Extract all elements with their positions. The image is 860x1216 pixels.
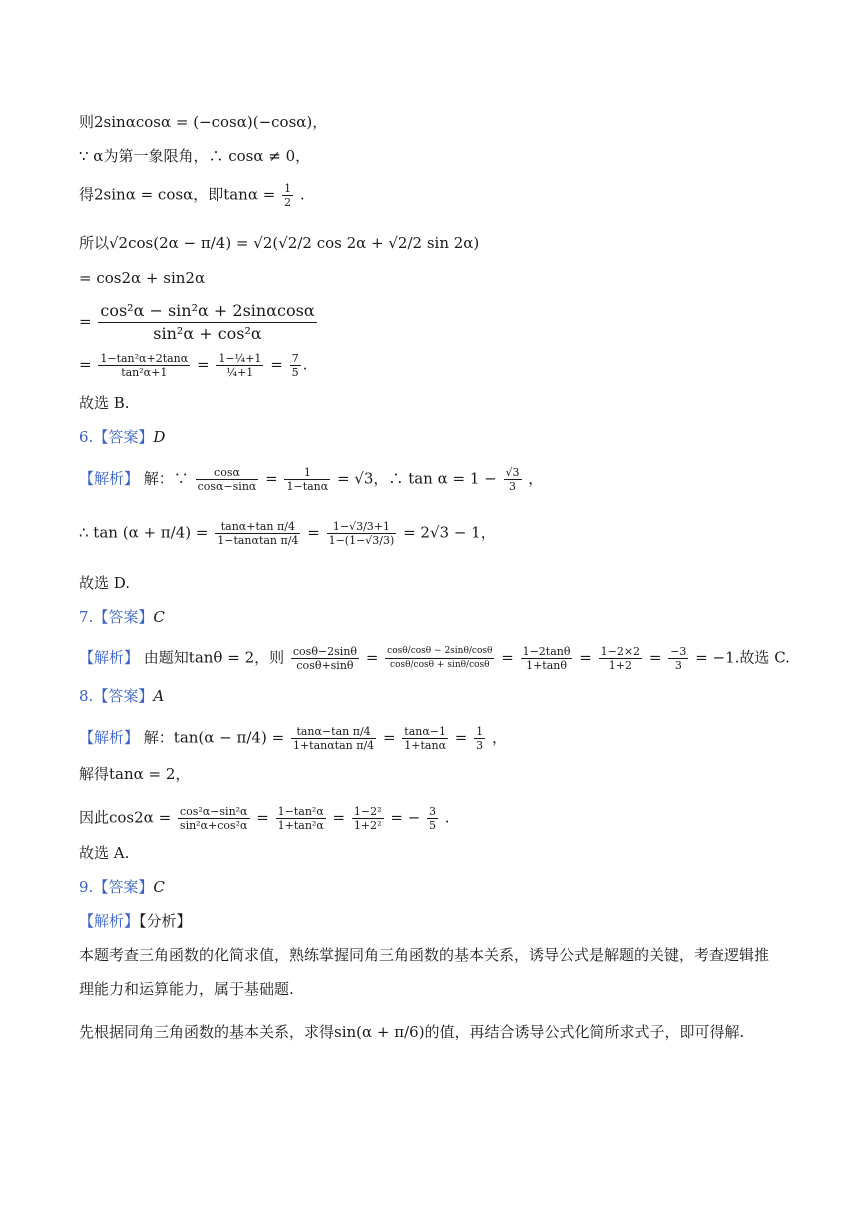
answer-heading-7: 7.【答案】C [79, 608, 165, 626]
solution-line: 故选 A. [79, 844, 130, 862]
solution-line: 【解析】 解：∵ $\frac{\cos\alpha}{\cos\alpha-\sin\alpha}$ = $\frac{1}{1-\tan\alpha}$ = √3，∴ tan α = 1 − $\frac{√3}{3}$ ， [79, 466, 544, 493]
fraction: $\frac{\text{1−tan²α}}{\text{1+tan²α}}$ [277, 805, 324, 832]
fraction: $\frac{\text{1−2²}}{\text{1+2²}}$ [353, 805, 382, 832]
fraction: $\frac{\text{1−tan²α+2tanα}}{\text{tan²α+1}}$ [100, 352, 189, 379]
fraction: $\frac{√3}{3}$ [505, 466, 520, 493]
solution-line: = $\frac{\text{1−tan²α+2tanα}}{\text{tan²α+1}}$ = $\frac{\text{1−¼+1}}{\text{¼+1}}$ = $\frac{7}{5}$ . [79, 352, 308, 379]
solution-line: 所以√2cos(2α − π/4) = √2(√2/2 cos 2α + √2/2 sin 2α) [79, 234, 480, 252]
paragraph: 先根据同角三角函数的基本关系，求得sin(α + π/6)的值，再结合诱导公式化简所求式子，即可得解. [79, 1023, 745, 1041]
analysis-tag: 【解析】 [79, 728, 140, 747]
fraction: $\frac{-3}{3}$ [670, 645, 687, 672]
fraction: $\frac{\cos\theta-2\sin\theta}{\cos\theta+\sin\theta}$ [292, 645, 358, 672]
fraction: $\frac{\cos\alpha}{\cos\alpha-\sin\alpha}$ [197, 466, 257, 493]
solution-line: ∴ tan (α + π/4) = $\frac{\text{tanα+tan π/4}}{\text{1−tanαtan π/4}}$ = $\frac{1-√3/3+1}{1-(1-√3/3)}$ = 2√3 − 1， [79, 520, 496, 547]
solution-line: 故选 B. [79, 394, 130, 412]
solution-line: ∵ α为第一象限角，∴ cosα ≠ 0， [79, 147, 311, 165]
fraction: $\frac{1-2\times 2}{1+2}$ [600, 645, 641, 672]
fraction: $\frac{3}{5}$ [429, 805, 436, 832]
fraction: $\frac{1}{1-\tan\alpha}$ [286, 466, 329, 493]
fraction: $\frac{7}{5}$ [291, 352, 299, 379]
answer-heading-9: 9.【答案】C [79, 878, 165, 896]
analysis-tag: 【解析】 [79, 469, 140, 488]
fraction: $\frac{1-2\tan\theta}{1+\tan\theta}$ [522, 645, 571, 672]
text: 得2sinα = cosα，即tanα = [79, 185, 276, 204]
solution-line: = cos2α + sin2α [79, 269, 206, 287]
fraction: $\frac{\tan\alpha-1}{1+\tan\alpha}$ [404, 725, 447, 752]
solution-line [79, 182, 305, 209]
answer-heading-8: 8.【答案】A [79, 687, 165, 705]
solution-line [79, 911, 192, 931]
fraction: $\frac{1}{2}$ [284, 182, 292, 209]
solution-line: 故选 D. [79, 574, 131, 592]
solution-line: = $\frac{\text{cos²α − sin²α + 2sinαcosα}}{\text{sin²α + cos²α}}$ [79, 301, 315, 343]
answer-heading-6: 6.【答案】D [79, 428, 166, 446]
solution-line: 解得tanα = 2， [79, 765, 191, 783]
fraction: $\frac{\text{tanα−tan π/4}}{\text{1+tanαtan π/4}}$ [292, 725, 375, 752]
solution-line: 【解析】 解：tan(α − π/4) = $\frac{\text{tanα−tan π/4}}{\text{1+tanαtan π/4}}$ = $\frac{\tan\alpha-1}{1+\tan\alpha}$ = $\frac{1}{3}$ ， [79, 725, 507, 752]
solution-line: 则2sinαcosα = (−cosα)(−cosα)， [79, 113, 328, 131]
fraction: $\frac{1-√3/3+1}{1-(1-√3/3)}$ [328, 520, 395, 547]
fraction: $\frac{\cos\theta/\cos\theta - 2\sin\theta/\cos\theta}{\cos\theta/\cos\theta + \sin\theta/\cos\theta}$ [387, 646, 493, 670]
analysis-subtag: 【分析】 [139, 912, 192, 930]
analysis-tag: 【解析】 [79, 648, 140, 667]
paragraph: 本题考查三角函数的化简求值，熟练掌握同角三角函数的基本关系，诱导公式是解题的关键，考查逻辑推理能力和运算能力，属于基础题. [79, 946, 770, 998]
fraction: $\frac{\text{tanα+tan π/4}}{\text{1−tanαtan π/4}}$ [217, 520, 299, 547]
fraction: $\frac{\text{cos²α − sin²α + 2sinαcosα}}{\text{sin²α + cos²α}}$ [100, 301, 315, 343]
solution-line: 因此cos2α = $\frac{\text{cos²α−sin²α}}{\text{sin²α+cos²α}}$ = $\frac{\text{1−tan²α}}{\text{1+tan²α}}$ = $\frac{\text{1−2²}}{\text{1+2²}}$ = − $\frac{3}{5}$ . [79, 805, 450, 832]
analysis-tag: 【解析】 [79, 912, 140, 930]
text: . [299, 185, 305, 204]
fraction: $\frac{\text{1−¼+1}}{\text{¼+1}}$ [218, 352, 262, 379]
fraction: $\frac{\text{cos²α−sin²α}}{\text{sin²α+cos²α}}$ [179, 805, 248, 832]
fraction: $\frac{1}{3}$ [476, 725, 484, 752]
solution-line: 【解析】 由题知tanθ = 2，则 $\frac{\cos\theta-2\sin\theta}{\cos\theta+\sin\theta}$ = $\frac{\cos\theta/\cos\theta - 2\sin\theta/\cos\theta}{\cos\theta/\cos\theta + \sin\theta/\cos\theta}$ = $\frac{1-2\tan\theta}{1+\tan\theta}$ = $\frac{1-2\times 2}{1+2}$ = $\frac{-3}{3}$ = −1.故选 C. [79, 645, 790, 672]
